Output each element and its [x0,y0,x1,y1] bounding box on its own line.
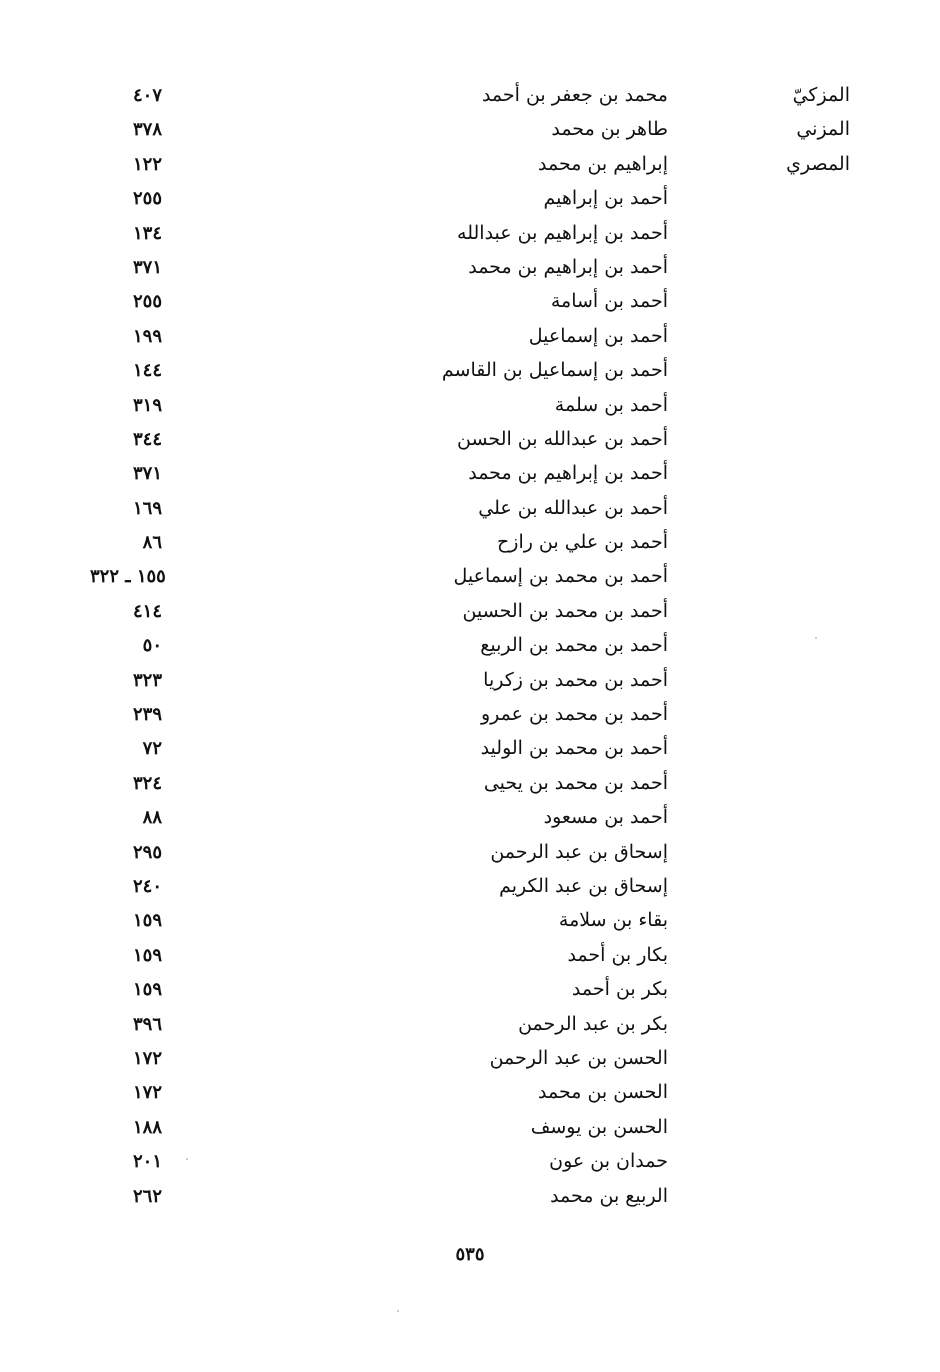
entry-name: أحمد بن إسماعيل بن القاسم [441,359,668,382]
entry-page-refs [90,1082,230,1103]
entry-page-refs [90,532,230,553]
entry-page-refs-text: ١٣٤ [132,222,162,244]
entry-page-refs [90,1048,230,1069]
entry-name: الحسن بن عبد الرحمن [489,1046,668,1069]
entry-page-refs-text: ٢٦٢ [132,1185,162,1207]
entry-name: إسحاق بن عبد الرحمن [490,840,668,863]
index-entry [0,839,940,873]
entry-name: أحمد بن علي بن رازح [497,531,668,554]
entry-name: أحمد بن مسعود [543,806,668,829]
entry-nisba: المزني [796,118,850,141]
entry-page-refs-text: ١٥٩ [132,979,162,1001]
entry-page-refs [90,566,230,587]
index-entry [0,735,940,769]
entry-page-refs-text: ٣٤٤ [132,428,162,450]
entry-page-refs [90,842,230,863]
page-number: ٥٣٥ [455,1244,485,1265]
entry-name: بقاء بن سلامة [558,909,668,932]
entry-page-refs-text: ٢٥٥ [132,291,162,313]
entry-page-refs-text: ٤٠٧ [132,85,162,106]
index-entry [0,598,940,632]
entry-page-refs-text: ٢٥٥ [132,188,162,210]
index-entry [0,1079,940,1113]
entry-name: أحمد بن محمد بن زكريا [483,668,668,691]
index-entry [0,873,940,907]
entry-page-refs-text: ٢٤٠ [132,875,162,897]
entry-page-refs [90,1151,230,1172]
entry-name: أحمد بن إبراهيم [543,187,668,210]
index-entry [0,1011,940,1045]
entry-name: بكار بن أحمد [567,943,668,966]
entry-page-refs [90,257,230,278]
entry-name: أحمد بن محمد بن الحسين [462,599,668,622]
entry-page-refs [90,945,230,966]
entry-page-refs-text: ١٤٤ [132,360,162,382]
index-entry [0,1045,940,1079]
entry-page-refs-text: ١٧٢ [132,1047,162,1069]
index-entries [0,82,940,1217]
entry-page-refs-text: ١٥٩ [132,944,162,966]
entry-page-refs [90,1014,230,1035]
entry-page-refs [90,223,230,244]
entry-name: إبراهيم بن محمد [538,152,668,175]
index-entry [0,701,940,735]
index-entry [0,185,940,219]
entry-name: حمدان بن عون [549,1150,668,1173]
scan-speck [186,1158,188,1160]
entry-name: أحمد بن محمد بن إسماعيل [453,565,668,588]
entry-page-refs [90,1186,230,1207]
entry-page-refs-text: ١٩٩ [132,325,162,347]
entry-page-refs-text: ٢٣٩ [132,704,162,726]
index-entry [0,1114,940,1148]
entry-nisba: المصري [786,152,850,175]
entry-name: بكر بن عبد الرحمن [518,1012,668,1035]
index-entry [0,254,940,288]
entry-name: الحسن بن يوسف [530,1115,668,1138]
entry-name: أحمد بن محمد بن يحيى [483,771,668,794]
entry-page-refs-text: ٢٠١ [132,1151,162,1173]
entry-page-refs [90,463,230,484]
entry-page-refs-text: ٣٧١ [132,256,162,278]
entry-page-refs-text: ٤١٤ [132,600,162,622]
scan-speck [397,1310,399,1312]
entry-page-refs-text: ٣٢٤ [132,772,162,794]
index-entry [0,495,940,529]
entry-nisba: المزكيّ [792,84,850,106]
index-entry [0,529,940,563]
entry-page-refs [90,1117,230,1138]
entry-page-refs-text: ٣١٩ [132,394,162,416]
index-entry [0,460,940,494]
entry-page-refs [90,704,230,725]
entry-name: أحمد بن عبدالله بن الحسن [457,427,668,450]
index-entry [0,288,940,322]
entry-page-refs-text: ١٨٨ [132,1116,162,1138]
entry-name: أحمد بن إبراهيم بن محمد [468,255,668,278]
entry-page-refs-text: ١٧٢ [132,1082,162,1104]
entry-page-refs-text: ٣٩٦ [132,1013,162,1035]
entry-page-refs [90,360,230,381]
entry-page-refs [90,738,230,759]
entry-page-refs [90,670,230,691]
entry-page-refs [90,876,230,897]
entry-page-refs-text: ٣٢٣ [132,669,162,691]
index-entry [0,323,940,357]
index-entry [0,357,940,391]
entry-page-refs [90,635,230,656]
entry-page-refs [90,601,230,622]
entry-name: أحمد بن محمد بن الوليد [480,737,668,760]
index-entry [0,151,940,185]
index-entry [0,1183,940,1217]
entry-page-refs-text: ٨٨ [142,807,162,829]
entry-page-refs [90,154,230,175]
entry-page-refs-text: ٧٢ [142,738,162,760]
entry-page-refs [90,773,230,794]
entry-page-refs [90,119,230,140]
entry-page-refs-text: ٢٩٥ [132,841,162,863]
entry-name: أحمد بن إبراهيم بن محمد [468,462,668,485]
entry-name: بكر بن أحمد [571,978,668,1001]
entry-page-refs [90,807,230,828]
index-entry [0,632,940,666]
entry-page-refs [90,326,230,347]
entry-page-refs-text: ٣٧٨ [132,119,162,141]
entry-name: إسحاق بن عبد الكريم [499,874,668,897]
index-entry [0,907,940,941]
entry-page-refs [90,85,230,106]
index-entry [0,220,940,254]
index-entry [0,976,940,1010]
scan-speck [815,637,817,639]
entry-name: أحمد بن عبدالله بن علي [478,496,668,519]
entry-name: الربيع بن محمد [550,1184,668,1207]
index-entry [0,804,940,838]
index-entry [0,392,940,426]
index-entry [0,942,940,976]
entry-page-refs-text: ١٦٩ [132,497,162,519]
entry-page-refs [90,395,230,416]
index-entry [0,563,940,597]
index-entry [0,116,940,150]
entry-page-refs-text: ٣٧١ [132,463,162,485]
entry-page-refs-text: ٨٦ [142,532,162,554]
entry-name: أحمد بن محمد بن الربيع [480,634,668,657]
index-entry [0,426,940,460]
entry-page-refs [90,979,230,1000]
index-entry [0,667,940,701]
entry-page-refs-text: ٥٠ [142,635,162,657]
entry-page-refs [90,910,230,931]
entry-name: أحمد بن سلمة [554,393,668,416]
entry-page-refs [90,291,230,312]
entry-name: أحمد بن إبراهيم بن عبدالله [457,221,668,244]
entry-page-refs [90,429,230,450]
entry-page-refs [90,188,230,209]
entry-name: طاهر بن محمد [551,118,668,141]
index-entry [0,770,940,804]
entry-name: الحسن بن محمد [538,1081,668,1104]
entry-page-refs-text: ١٥٩ [132,910,162,932]
entry-name: محمد بن جعفر بن أحمد [481,84,668,106]
entry-page-refs [90,498,230,519]
entry-page-refs-text: ١٢٢ [132,153,162,175]
index-entry [0,82,940,116]
entry-name: أحمد بن إسماعيل [528,324,668,347]
index-entry [0,1148,940,1182]
entry-page-refs-text: ١٥٥ ـ ٣٢٢ [90,566,166,588]
entry-name: أحمد بن محمد بن عمرو [480,703,668,726]
entry-name: أحمد بن أسامة [550,290,668,313]
